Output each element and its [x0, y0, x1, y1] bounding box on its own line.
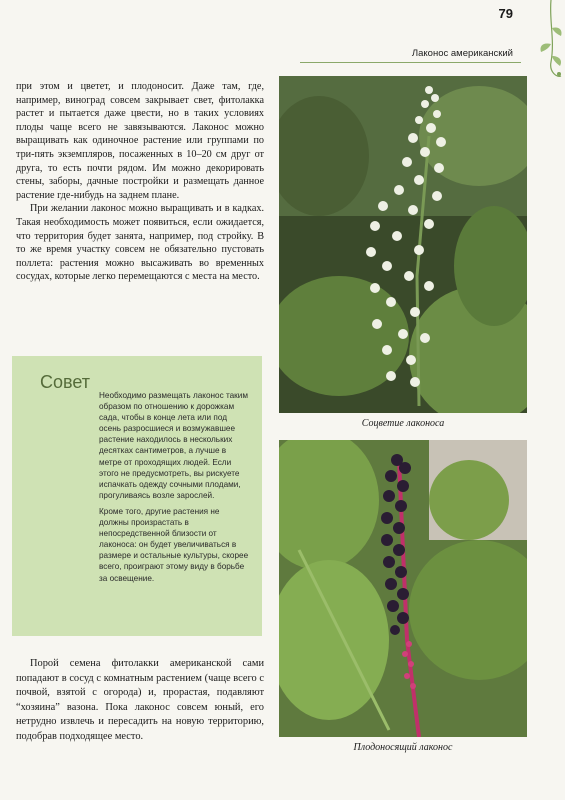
tip-paragraph: Кроме того, другие растения не должны произрастать в непосредственной близости от лаконоса: он будет увеличиваться в размере и остальные культуры, скорее всего, проиграют этому виду в борьбе за освещение.: [99, 506, 249, 583]
paragraph: Порой семена фитолакки американской сами попадают в сосуд с комнатным растением (чаще всего с почвой, взятой с огорода) и, прорастая, подавляют “хозяина” вазона. Пока лаконос совсем юный, его нетрудно извлечь и пересадить на новую территорию, подобрав подходящее место.: [16, 658, 264, 742]
body-text-top: [16, 80, 264, 284]
paragraph: при этом и цветет, и плодоносит. Даже там, где, например, виноград совсем закрывает свет, фитолакка растет и пытается даже цвести, но в таких условиях плоды чаще всего не завязываются. Лаконос можно выращивать как одиночное растение или группами по три-пять экземпляров, посаженных в 10–20 см друг от друга, то есть почти рядом. Им можно декорировать стены, заборы, дачные постройки и размещать данное растение где-нибудь на заднем плане.: [16, 81, 264, 201]
photo-inflorescence: [279, 76, 527, 413]
leaf-ornament-icon: [521, 0, 565, 80]
page-number: 79: [498, 6, 513, 21]
caption-top-photo: Соцветие лаконоса: [361, 418, 445, 429]
tip-body: [99, 390, 249, 589]
tip-title: Совет: [40, 372, 91, 392]
photo-fruiting: [279, 440, 527, 737]
caption-bottom-photo: Плодоносящий лаконос: [353, 742, 453, 753]
tip-box: [12, 356, 262, 636]
header-divider: [300, 62, 521, 63]
section-title: Лаконос американский: [411, 48, 513, 59]
tip-paragraph: Необходимо размещать лаконос таким образом по отношению к дорожкам сада, чтобы в конце лета или под осень разросшиеся и возмужавшее растение находилось в нескольких десятках сантиметров, а лучше в метре от проходящих людей. Если этого не предусмотреть, вы рискуете испачкать одежду сочными плодами, прогуливаясь возле зарослей.: [99, 391, 248, 500]
paragraph: При желании лаконос можно выращивать и в кадках. Такая необходимость может появиться, если ожидается, что территория будет занята, например, под стройку. В то же время участку совсем не обязательно пустовать поллета: растения можно высаживать во временных сосудах, которые легко перемещаются с места на место.: [16, 203, 264, 283]
body-text-bottom: [16, 657, 264, 745]
